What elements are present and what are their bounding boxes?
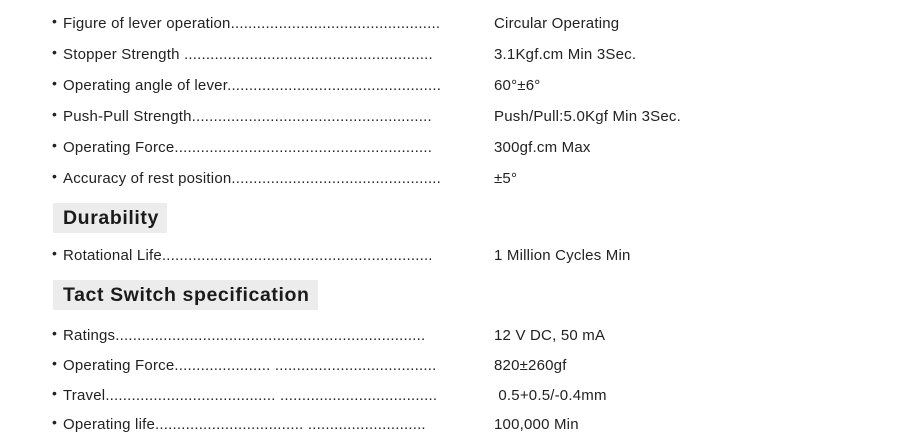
section-heading-durability: Durability bbox=[53, 203, 167, 233]
spec-value: Push/Pull:5.0Kgf Min 3Sec. bbox=[494, 108, 681, 125]
bullet-icon: • bbox=[52, 75, 58, 91]
spec-label: Travel....................................... .................................... bbox=[63, 387, 438, 404]
bullet-icon: • bbox=[52, 44, 58, 60]
spec-label: Operating angle of lever................................................. bbox=[63, 77, 442, 94]
spec-value: 0.5+0.5/-0.4mm bbox=[494, 387, 607, 404]
spec-value: 300gf.cm Max bbox=[494, 139, 591, 156]
spec-label: Operating life.................................. ........................... bbox=[63, 416, 426, 433]
spec-label: Operating Force...................... ..................................... bbox=[63, 357, 437, 374]
spec-value: Circular Operating bbox=[494, 15, 620, 32]
spec-value: 12 V DC, 50 mA bbox=[494, 327, 606, 344]
bullet-icon: • bbox=[52, 168, 58, 184]
bullet-icon: • bbox=[52, 325, 58, 341]
spec-label: Operating Force........................................................... bbox=[63, 139, 433, 156]
bullet-icon: • bbox=[52, 137, 58, 153]
bullet-icon: • bbox=[52, 414, 58, 430]
spec-value: 60°±6° bbox=[494, 77, 541, 94]
section-heading-tact-switch: Tact Switch specification bbox=[53, 280, 318, 310]
spec-label: Figure of lever operation................................................ bbox=[63, 15, 441, 32]
spec-value: ±5° bbox=[494, 170, 518, 187]
bullet-icon: • bbox=[52, 355, 58, 371]
spec-label: Ratings....................................................................... bbox=[63, 327, 426, 344]
spec-value: 820±260gf bbox=[494, 357, 567, 374]
spec-label: Push-Pull Strength....................................................... bbox=[63, 108, 432, 125]
bullet-icon: • bbox=[52, 245, 58, 261]
spec-label: Stopper Strength ......................................................... bbox=[63, 46, 433, 63]
spec-label: Rotational Life.............................................................. bbox=[63, 247, 433, 264]
spec-value: 3.1Kgf.cm Min 3Sec. bbox=[494, 46, 637, 63]
bullet-icon: • bbox=[52, 106, 58, 122]
spec-value: 1 Million Cycles Min bbox=[494, 247, 631, 264]
spec-value: 100,000 Min bbox=[494, 416, 579, 433]
bullet-icon: • bbox=[52, 385, 58, 401]
bullet-icon: • bbox=[52, 13, 58, 29]
spec-label: Accuracy of rest position................................................ bbox=[63, 170, 442, 187]
